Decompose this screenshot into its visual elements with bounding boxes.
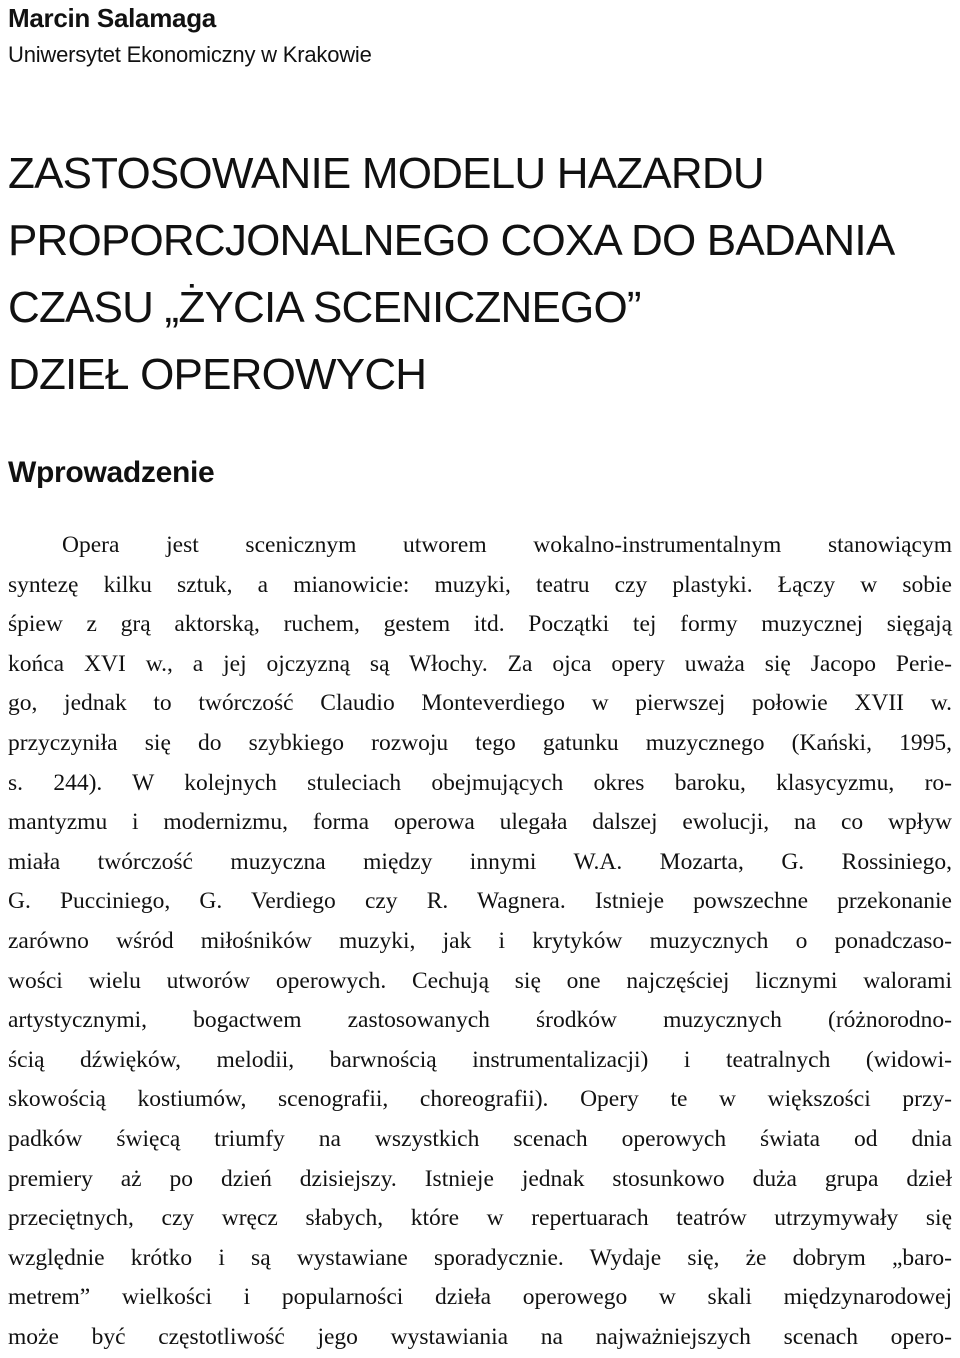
author-affiliation: Uniwersytet Ekonomiczny w Krakowie [8, 42, 372, 67]
paragraph-line: przeciętnych, czy wręcz słabych, które w repertuarach teatrów utrzymywały się [8, 1205, 952, 1232]
paragraph-line: może być częstotliwość jego wystawiania na najważniejszych scenach opero- [8, 1323, 952, 1350]
paragraph-line: miała twórczość muzyczna między innymi W.A. Mozarta, G. Rossiniego, [8, 848, 952, 875]
paragraph-line: mantyzmu i modernizmu, forma operowa ulegała dalszej ewolucji, na co wpływ [8, 809, 952, 836]
paragraph-line: premiery aż po dzień dzisiejszy. Istnieje jednak stosunkowo duża grupa dzieł [8, 1165, 952, 1192]
paragraph-line: końca XVI w., a jej ojczyzną są Włochy. Za ojca opery uważa się Jacopo Perie- [8, 650, 952, 677]
paragraph-line: skowością kostiumów, scenografii, choreografii). Opery te w większości przy- [8, 1086, 952, 1113]
paper-title [8, 140, 958, 408]
paragraph-line: go, jednak to twórczość Claudio Monteverdiego w pierwszej połowie XVII w. [8, 690, 952, 717]
paragraph-line: s. 244). W kolejnych stuleciach obejmujących okres baroku, klasycyzmu, ro- [8, 769, 952, 796]
paragraph-line: artystycznymi, bogactwem zastosowanych środków muzycznych (różnorodno- [8, 1007, 952, 1034]
title-line: PROPORCJONALNEGO COXA DO BADANIA [8, 216, 895, 265]
title-line: CZASU „ŻYCIA SCENICZNEGO” [8, 283, 641, 332]
paragraph-line: wości wielu utworów operowych. Cechują się one najczęściej licznymi walorami [8, 967, 952, 994]
paragraph-line: metrem” wielkości i popularności dzieła operowego w skali międzynarodowej [8, 1284, 952, 1311]
author-name: Marcin Salamaga [8, 3, 216, 33]
paragraph-line: przyczyniła się do szybkiego rozwoju tego gatunku muzycznego (Kański, 1995, [8, 729, 952, 756]
title-line: DZIEŁ OPEROWYCH [8, 350, 427, 399]
paragraph-line: względnie krótko i są wystawiane sporadycznie. Wydaje się, że dobrym „baro- [8, 1244, 952, 1271]
section-heading: Wprowadzenie [8, 456, 215, 489]
paragraph-line: G. Pucciniego, G. Verdiego czy R. Wagnera. Istnieje powszechne przekonanie [8, 888, 952, 915]
title-line: ZASTOSOWANIE MODELU HAZARDU [8, 149, 764, 198]
paragraph-line: Opera jest scenicznym utworem wokalno-instrumentalnym stanowiącym [62, 532, 952, 558]
body-paragraph [8, 526, 952, 1357]
paragraph-line: ścią dźwięków, melodii, barwnością instrumentalizacji) i teatralnych (widowi- [8, 1046, 952, 1073]
paragraph-line: syntezę kilku sztuk, a mianowicie: muzyki, teatru czy plastyki. Łączy w sobie [8, 571, 952, 598]
paragraph-line: zarówno wśród miłośników muzyki, jak i krytyków muzycznych o ponadczaso- [8, 927, 952, 954]
paragraph-line: śpiew z grą aktorską, ruchem, gestem itd. Początki tej formy muzycznej sięgają [8, 611, 952, 638]
paragraph-line: padków święcą triumfy na wszystkich scenach operowych świata od dnia [8, 1125, 952, 1152]
